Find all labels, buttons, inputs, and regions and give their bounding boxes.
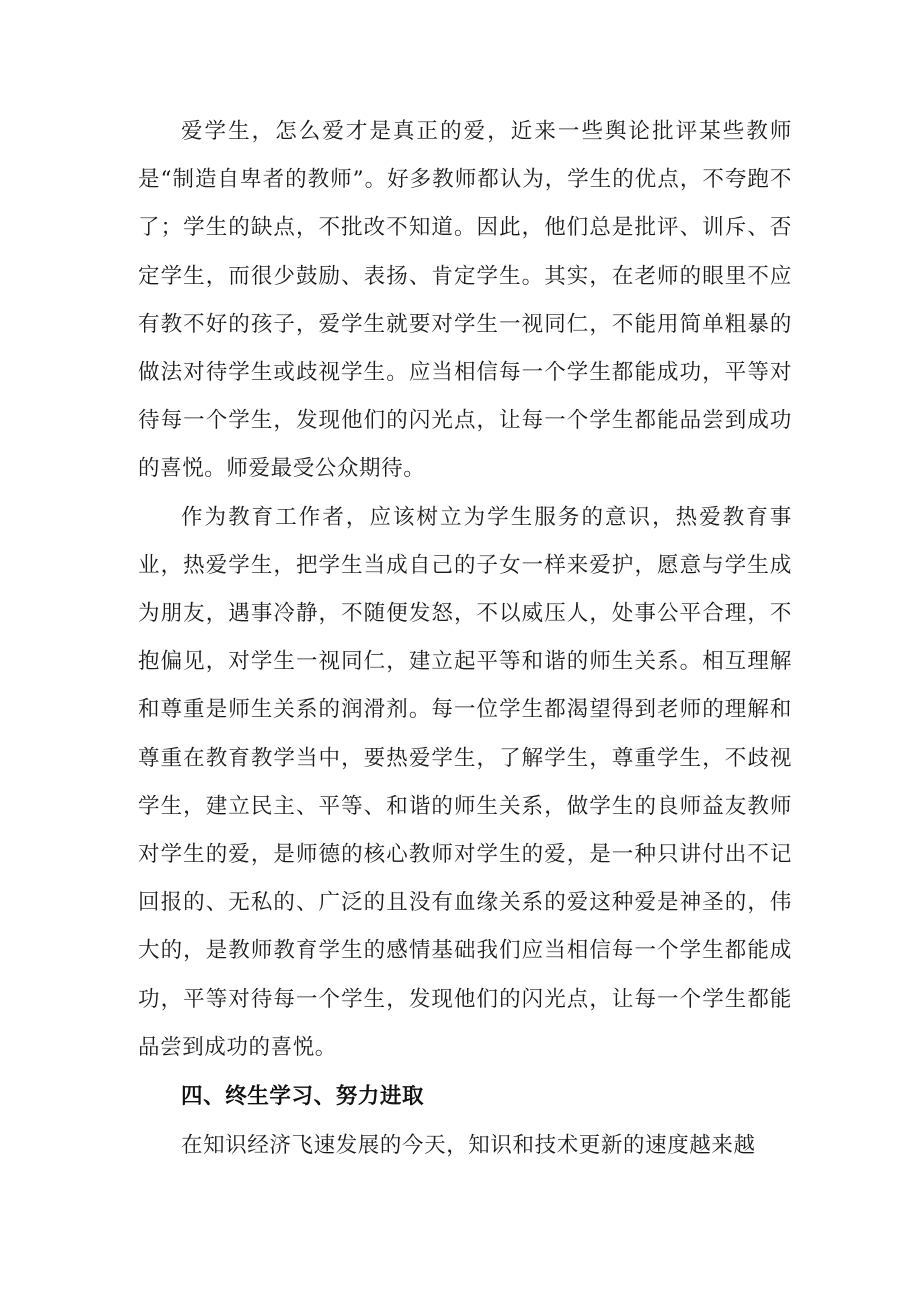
paragraph-1: 爱学生，怎么爱才是真正的爱，近来一些舆论批评某些教师是“制造自卑者的教师”。好多教师都认为，学生的优点，不夸跑不了；学生的缺点，不批改不知道。因此，他们总是批评、训斥、否定学生，而很少鼓励、表扬、肯定学生。其实，在老师的眼里不应有教不好的孩子，爱学生就要对学生一视同仁，不能用简单粗暴的做法对待学生或歧视学生。应当相信每一个学生都能成功，平等对待每一个学生，发现他们的闪光点，让每一个学生都能品尝到成功的喜悦。师爱最受公众期待。 (138, 119, 792, 482)
document-page (138, 108, 792, 1170)
paragraph-2: 作为教育工作者，应该树立为学生服务的意识，热爱教育事业，热爱学生，把学生当成自己的子女一样来爱护，愿意与学生成为朋友，遇事冷静，不随便发怒，不以威压人，处事公平合理，不抱偏见，对学生一视同仁，建立起平等和谐的师生关系。相互理解和尊重是师生关系的润滑剂。每一位学生都渴望得到老师的理解和尊重在教育教学当中，要热爱学生，了解学生，尊重学生，不歧视学生，建立民主、平等、和谐的师生关系，做学生的良师益友教师对学生的爱，是师德的核心教师对学生的爱，是一种只讲付出不记回报的、无私的、广泛的且没有血缘关系的爱这种爱是神圣的，伟大的，是教师教育学生的感情基础我们应当相信每一个学生都能成功，平等对待每一个学生，发现他们的闪光点，让每一个学生都能品尝到成功的喜悦。 (138, 504, 792, 1060)
paragraph-3: 在知识经济飞速发展的今天，知识和技术更新的速度越来越 (181, 1133, 756, 1159)
section-heading: 四、终生学习、努力进取 (181, 1084, 425, 1110)
